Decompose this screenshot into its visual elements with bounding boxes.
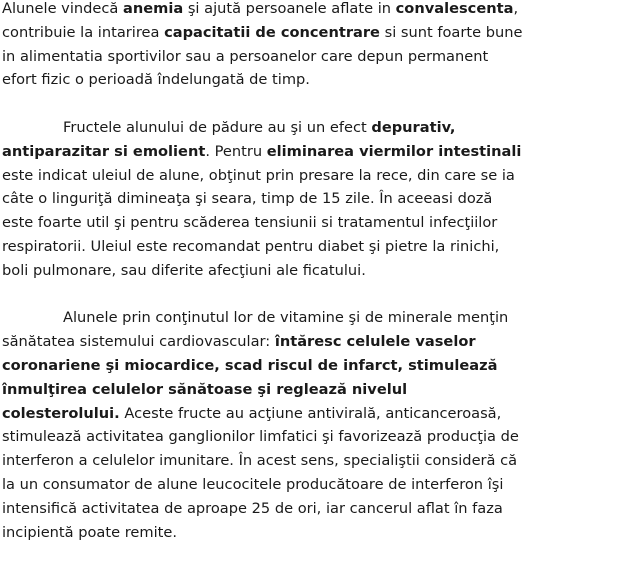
text-run: stimulează activitatea ganglionilor limfatici şi favorizează producţia de xyxy=(2,428,519,446)
paragraph-depurativ xyxy=(2,116,638,283)
text-line xyxy=(2,140,638,164)
text-line xyxy=(2,235,638,259)
text-line xyxy=(2,473,638,497)
text-line xyxy=(2,211,638,235)
text-line xyxy=(2,521,638,545)
text-line xyxy=(2,259,638,283)
text-run: câte o linguriţă dimineaţa şi seara, timp de 15 zile. În aceeasi doză xyxy=(2,190,493,208)
text-line xyxy=(2,402,638,426)
text-run: interferon a celulelor imunitare. În acest sens, specialiştii consideră că xyxy=(2,452,518,470)
bold-emphasis: colesterolului. xyxy=(2,404,120,422)
bold-emphasis: anemia xyxy=(122,0,184,17)
text-line xyxy=(2,0,638,21)
text-run: in alimentatia sportivilor sau a persoanelor care depun permanent xyxy=(2,47,489,65)
bold-emphasis: înmulţirea celulelor sănătoase şi reglează nivelul xyxy=(2,380,408,398)
text-line xyxy=(2,449,638,473)
paragraph-spacer xyxy=(2,283,638,307)
text-run: incipientă poate remite. xyxy=(2,523,177,541)
text-run: boli pulmonare, sau diferite afecţiuni ale ficatului. xyxy=(2,261,366,279)
text-line xyxy=(2,354,638,378)
text-run: sănătatea sistemului cardiovascular: xyxy=(2,333,275,351)
text-run: intensifică activitatea de aproape 25 de ori, iar cancerul aflat în faza xyxy=(2,499,503,517)
text-run: , xyxy=(513,0,519,17)
article-text xyxy=(2,0,638,544)
text-line xyxy=(2,425,638,449)
text-line xyxy=(2,187,638,211)
text-line xyxy=(2,116,638,140)
text-run: este foarte util şi pentru scăderea tensiunii si tratamentul infecţiilor xyxy=(2,214,498,232)
bold-emphasis: depurativ, xyxy=(371,118,456,136)
text-run: contribuie la intarirea xyxy=(2,23,165,41)
text-run: efort fizic o perioadă îndelungată de timp. xyxy=(2,71,310,89)
bold-emphasis: coronariene şi miocardice, scad riscul de infarct, stimulează xyxy=(2,356,498,374)
text-run: Alunele prin conţinutul lor de vitamine şi de minerale menţin xyxy=(63,309,509,327)
bold-emphasis: convalescenta xyxy=(395,0,514,17)
text-run: şi ajută persoanele aflate in xyxy=(183,0,396,17)
text-line xyxy=(2,45,638,69)
text-line xyxy=(2,306,638,330)
text-line xyxy=(2,164,638,188)
text-line xyxy=(2,378,638,402)
text-run: Aceste fructe au acţiune antivirală, anticanceroasă, xyxy=(119,404,502,422)
text-run: si sunt foarte bune xyxy=(379,23,523,41)
text-run: la un consumator de alune leucocitele producătoare de interferon îşi xyxy=(2,475,504,493)
bold-emphasis: antiparazitar si emolient xyxy=(2,142,206,160)
text-run: respiratorii. Uleiul este recomandat pentru diabet şi pietre la rinichi, xyxy=(2,237,500,255)
text-line xyxy=(2,68,638,92)
text-run: este indicat uleiul de alune, obţinut prin presare la rece, din care se ia xyxy=(2,166,515,184)
paragraph-cardiovascular xyxy=(2,306,638,544)
text-run: Fructele alunului de pădure au şi un efect xyxy=(63,118,372,136)
text-line xyxy=(2,497,638,521)
paragraph-spacer xyxy=(2,92,638,116)
bold-emphasis: eliminarea viermilor intestinali xyxy=(266,142,522,160)
text-line xyxy=(2,21,638,45)
text-line xyxy=(2,330,638,354)
text-run: Alunele vindecă xyxy=(2,0,123,17)
bold-emphasis: capacitatii de concentrare xyxy=(164,23,380,41)
bold-emphasis: întăresc celulele vaselor xyxy=(274,333,476,351)
text-run: . Pentru xyxy=(205,142,267,160)
paragraph-anemia xyxy=(2,0,638,92)
